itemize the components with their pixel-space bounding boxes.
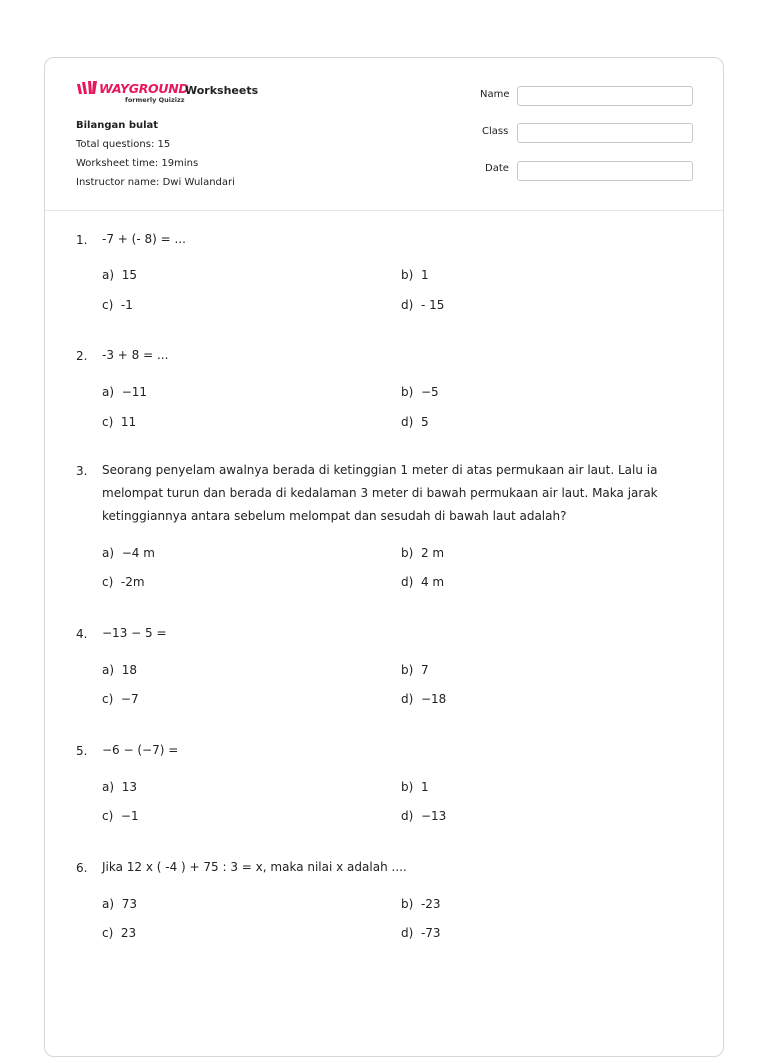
question-2-option-c[interactable]: c) 11 [102,415,137,429]
name-label: Name [480,89,510,100]
question-5-option-b[interactable]: b) 1 [401,780,429,794]
worksheet-title: Bilangan bulat [76,120,159,131]
question-1-option-c[interactable]: c) -1 [102,298,133,312]
date-field[interactable] [517,161,693,181]
question-2-option-b[interactable]: b) −5 [401,385,439,399]
worksheet-card [44,57,724,1057]
question-3-option-a[interactable]: a) −4 m [102,546,155,560]
question-text: -7 + (- 8) = ... [102,232,186,246]
question-text: Seorang penyelam awalnya berada di ketinggian 1 meter di atas permukaan air laut. Lalu ia melompat turun dan berada di kedalaman 3 meter di bawah permukaan air laut. Maka jarak ketinggiannya antara sebelum melompat dan sesudah di bawah laut adalah? [102,463,658,523]
question-text: −13 − 5 = [102,626,167,640]
question-4-option-b[interactable]: b) 7 [401,663,429,677]
question-1-option-b[interactable]: b) 1 [401,268,429,282]
question-text: −6 − (−7) = [102,743,179,757]
question-2-option-d[interactable]: d) 5 [401,415,429,429]
worksheet-header [45,58,723,211]
question-3-option-d[interactable]: d) 4 m [401,575,445,589]
question-5-option-d[interactable]: d) −13 [401,809,447,823]
question-6-option-a[interactable]: a) 73 [102,897,137,911]
question-5-option-c[interactable]: c) −1 [102,809,139,823]
class-field[interactable] [517,123,693,143]
logo-subtitle: formerly Quizizz [125,96,185,104]
question-text: -3 + 8 = ... [102,348,169,362]
product-name: Worksheets [185,84,259,97]
question-2-option-a[interactable]: a) −11 [102,385,148,399]
name-field[interactable] [517,86,693,106]
question-number: 3. [76,464,88,478]
question-number: 4. [76,627,88,641]
wayground-logo-icon [77,81,97,94]
question-6-option-b[interactable]: b) -23 [401,897,441,911]
question-1-option-d[interactable]: d) - 15 [401,298,445,312]
question-number: 5. [76,744,88,758]
worksheet-time: Worksheet time: 19mins [76,158,199,169]
question-4-option-a[interactable]: a) 18 [102,663,137,677]
question-text: Jika 12 x ( -4 ) + 75 : 3 = x, maka nilai x adalah .... [102,860,407,874]
question-3-option-c[interactable]: c) -2m [102,575,145,589]
logo-wordmark: WAYGROUND [99,81,189,96]
question-5-option-a[interactable]: a) 13 [102,780,137,794]
worksheet-meta [76,116,235,192]
total-questions: Total questions: 15 [76,139,171,150]
question-number: 2. [76,349,88,363]
question-number: 6. [76,861,88,875]
question-number: 1. [76,233,88,247]
question-4-option-c[interactable]: c) −7 [102,692,139,706]
class-label: Class [482,126,509,137]
question-1-option-a[interactable]: a) 15 [102,268,137,282]
question-6-option-c[interactable]: c) 23 [102,926,137,940]
question-6-option-d[interactable]: d) -73 [401,926,441,940]
date-label: Date [485,163,509,174]
instructor-name: Instructor name: Dwi Wulandari [76,177,235,188]
question-4-option-d[interactable]: d) −18 [401,692,447,706]
brand-logo [77,81,187,103]
question-3-option-b[interactable]: b) 2 m [401,546,445,560]
